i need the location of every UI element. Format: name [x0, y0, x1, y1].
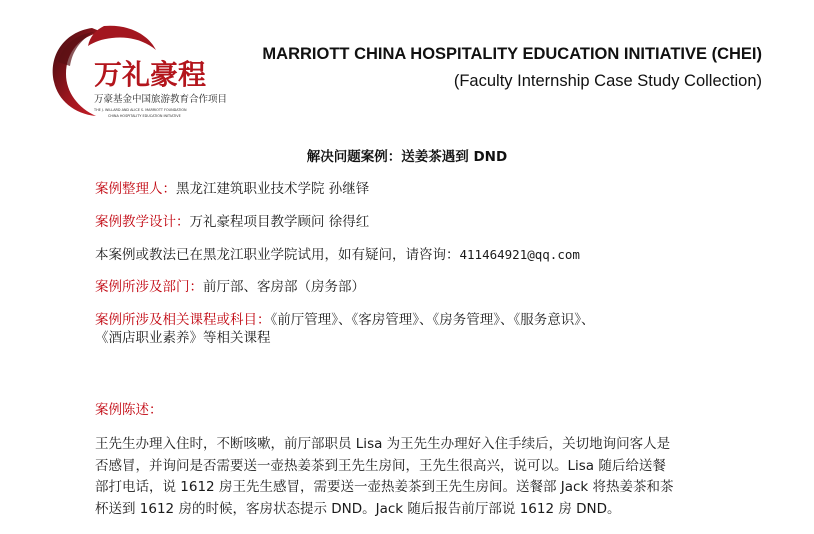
department-label: 案例所涉及部门：: [95, 279, 203, 295]
paragraph-line: 杯送到 1612 房的时候，客房状态提示 DND。Jack 随后报告前厅部说 1612 房 DND。: [95, 500, 621, 517]
trial-note: 本案例或教法已在黑龙江职业学院试用，如有疑问，请咨询：: [95, 247, 460, 263]
trial-note-line: [95, 245, 580, 265]
case-title: 解决问题案例：送姜茶遇到 DND: [306, 149, 508, 165]
chei-logo: [44, 22, 228, 122]
organizer-value: 黑龙江建筑职业技术学院 孙继铎: [176, 181, 370, 197]
designer-label: 案例教学设计：: [95, 214, 190, 230]
designer-value: 万礼豪程项目教学顾问 徐得红: [189, 214, 370, 230]
logo-en-line1: THE J. WILLARD AND ALICE S. MARRIOTT FOUNDATION: [94, 108, 187, 112]
course-value-2: 《酒店职业素养》等相关课程: [95, 330, 271, 346]
logo-cn-subtitle: 万豪基金中国旅游教育合作项目: [94, 94, 228, 105]
organizer-line: [95, 179, 369, 199]
course-label: 案例所涉及相关课程或科目：: [95, 312, 271, 328]
organizer-label: 案例整理人：: [95, 181, 176, 197]
header-title: MARRIOTT CHINA HOSPITALITY EDUCATION INITIATIVE (CHEI): [262, 45, 762, 63]
logo-en-line2: CHINA HOSPITALITY EDUCATION INITIATIVE: [108, 114, 181, 118]
contact-email: 411464921@qq.com: [459, 247, 580, 262]
course-value-1: 《前厅管理》、《客房管理》、《房务管理》、《服务意识》、: [270, 312, 595, 328]
department-value: 前厅部、客房部（房务部）: [203, 279, 365, 295]
course-line: [95, 310, 595, 330]
paragraph-line: 部打电话，说 1612 房王先生感冒，需要送一壶热姜茶到王先生房间。送餐部 Jack 将热姜茶和茶: [95, 479, 674, 495]
case-statement-paragraph: [95, 434, 725, 520]
course-line-2: [95, 328, 271, 348]
header-subtitle: (Faculty Internship Case Study Collection): [453, 72, 762, 90]
statement-label: 案例陈述：: [95, 402, 163, 418]
paragraph-line: 否感冒，并询问是否需要送一壶热姜茶到王先生房间，王先生很高兴，说可以。Lisa 随后给送餐: [95, 457, 666, 474]
logo-cn-name: 万礼豪程: [94, 58, 207, 91]
paragraph-line: 王先生办理入住时，不断咳嗽，前厅部职员 Lisa 为王先生办理好入住手续后，关切地询问客人是: [95, 436, 671, 452]
department-line: [95, 277, 365, 297]
designer-line: [95, 212, 369, 232]
